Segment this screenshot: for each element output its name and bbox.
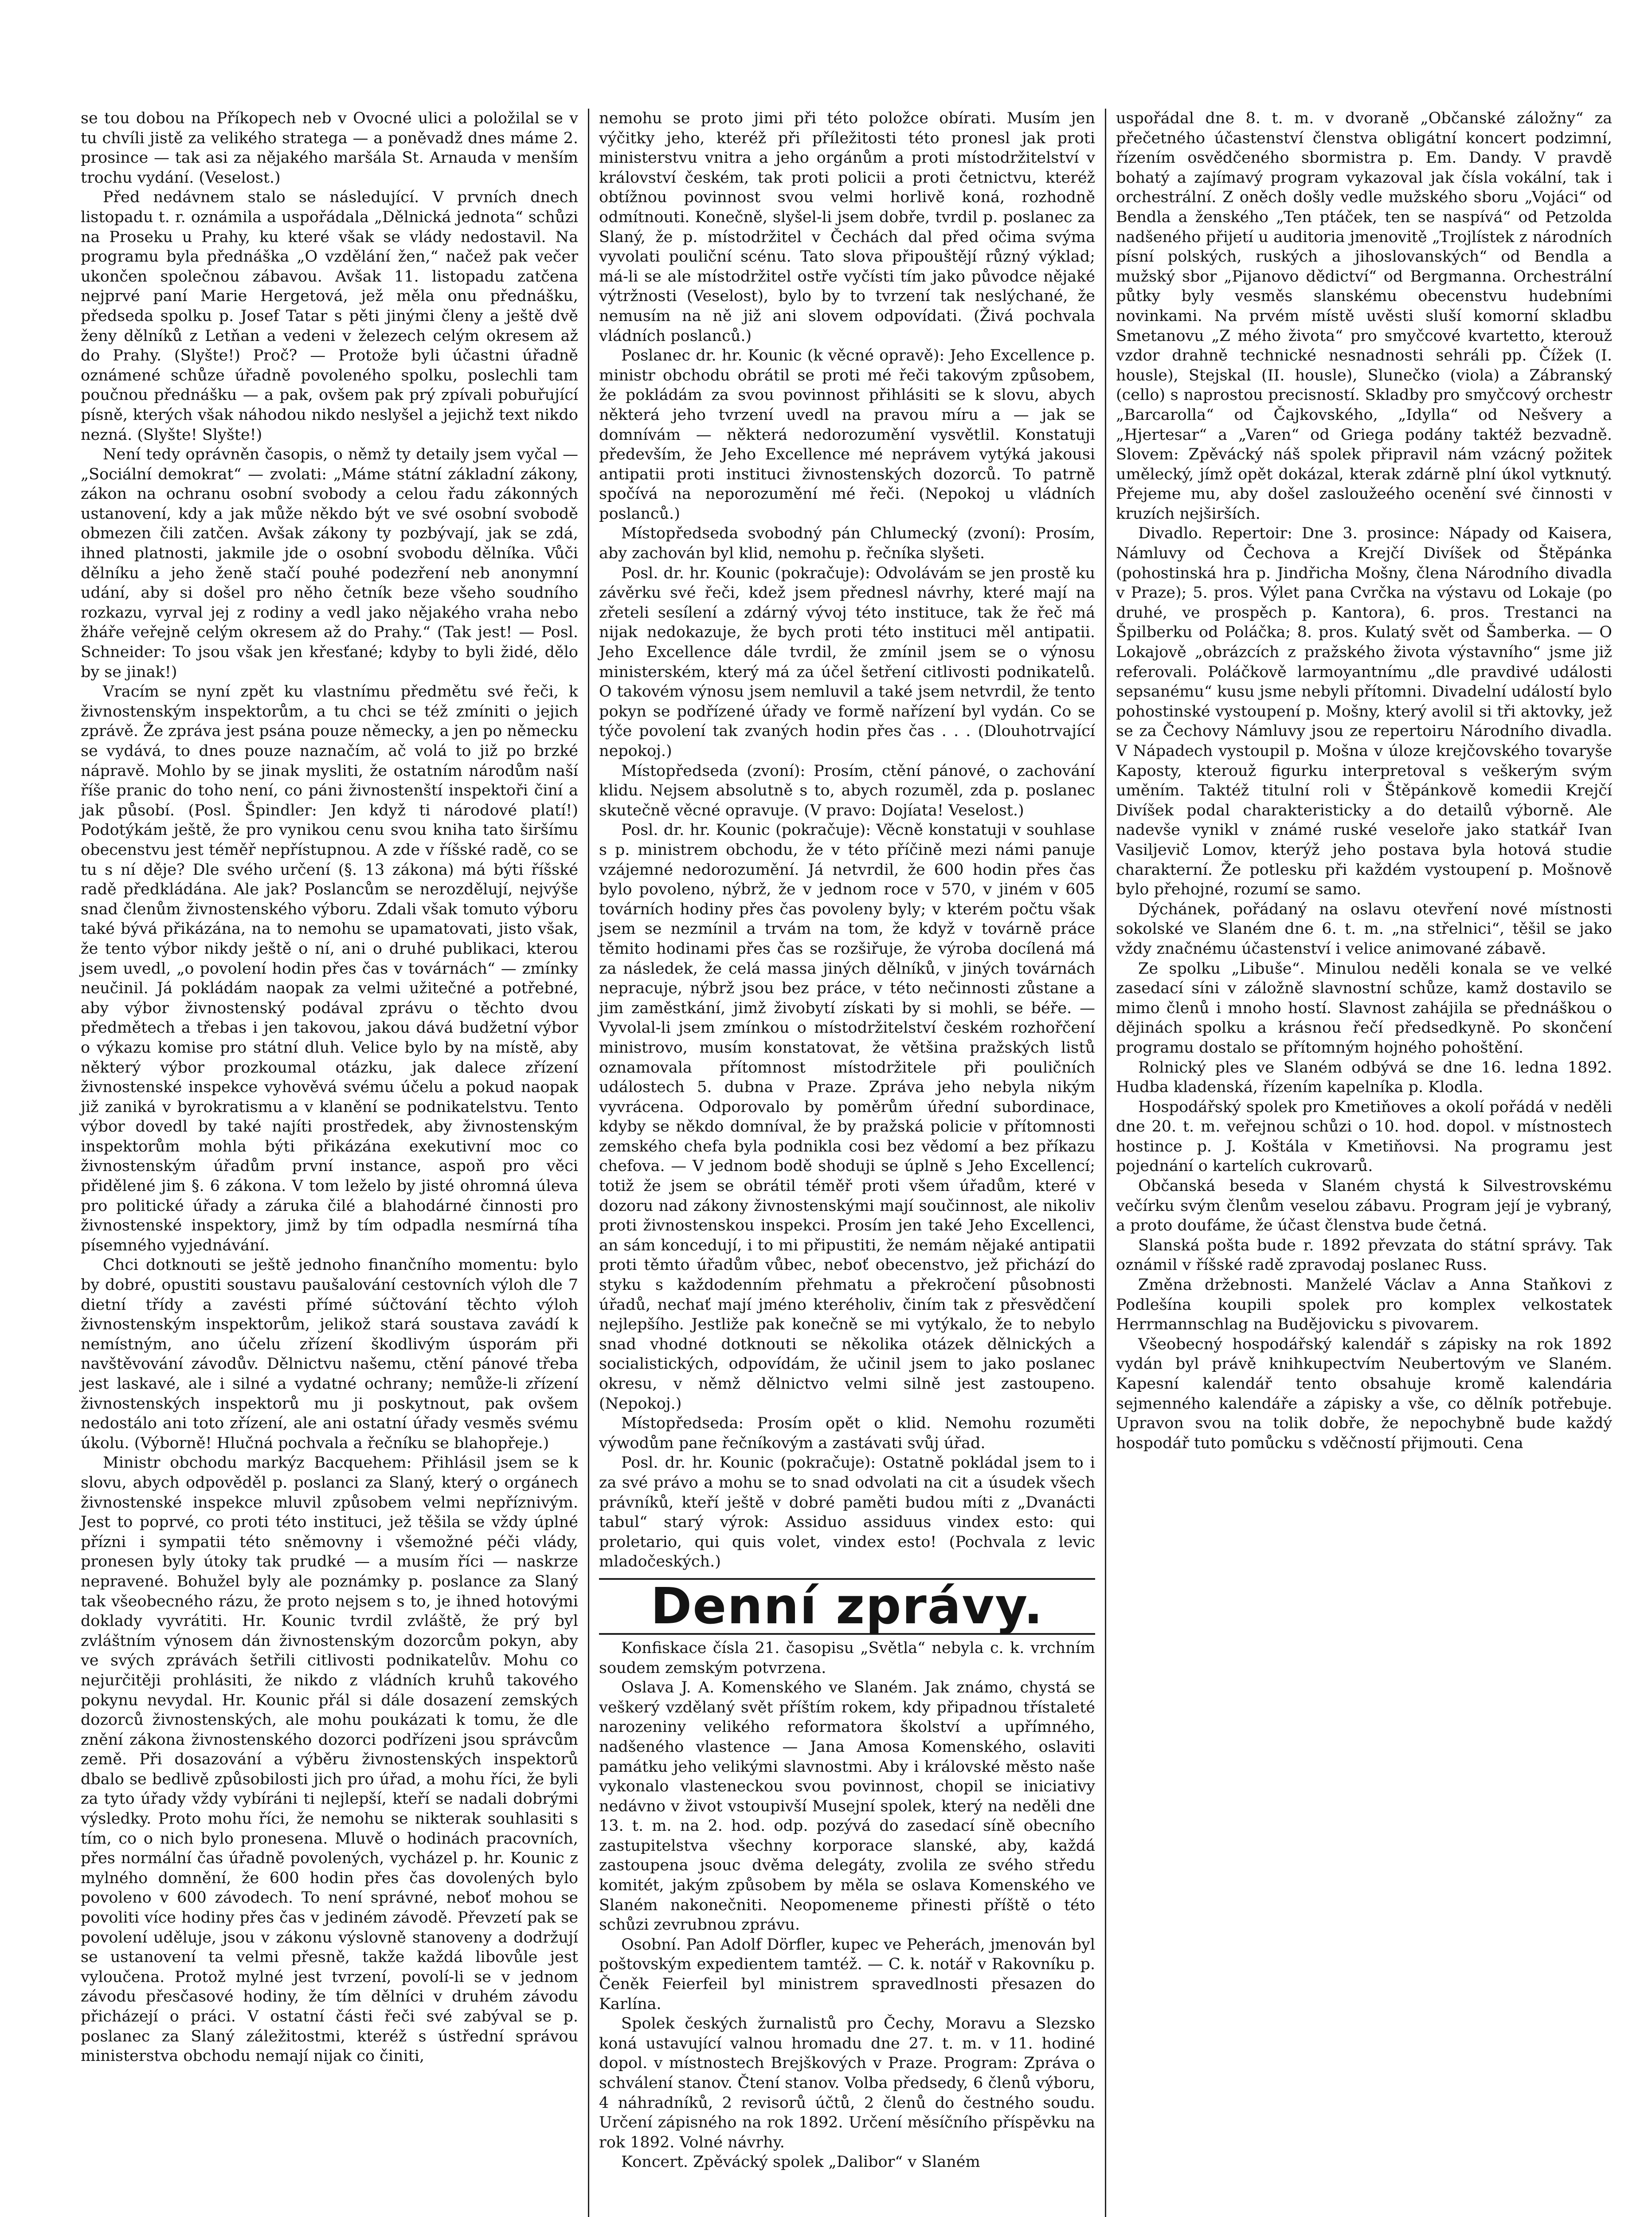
paragraph: Ministr obchodu markýz Bacquehem: Přihlásil jsem se k slovu, abych odpověděl p. poslanci za Slaný, který o orgánech živnostenské inspekce mluvil způsobem velmi nepříznivým. Jest to poprvé, co proti této instituci, jež těšila se vždy úplné přízni i sympatii této sněmovny i všemožné péči vlády, pronesen byly útoky tak prudké — a musím říci — naskrze nepravené. Bohužel byly ale poznámky p. poslance za Slaný tak všeobecného rázu, že proto nejsem s to, je ihned hotovými doklady vyvrátiti. Hr. Kounic tvrdil zvláště, že prý byl zvláštním výnosem dán živnostenským dozorcům pokyn, aby ve svých zprávách šetřili citlivosti podnikatelův. Mohu co nejurčitěji prohlásiti, že nikdo z vládních kruhů takového pokynu nevydal. Hr. Kounic přál si dále dosazení zemských dozorců živnostenských, ale mohu poukázati k tomu, že dle znění zákona živnostenského dozorci podřízeni jsou správcům země. Při dosazování a výběru živnostenských inspektorů dbalo se bedlivě způsobilosti jich pro úřad, a mohu říci, že byli za tyto úřady vždy vybíráni ti nejlepší, kteří se nadali dobrými výsledky. Proto mohu říci, že nemohu se nikterak souhlasiti s tím, co o nich bylo pronesena. Mluvě o hodinách pracovních, přes normální čas úřadně povolených, vycházel p. hr. Kounic z mylného domnění, že 600 hodin přes čas dovolených bylo povoleno v 600 závodech. To není správné, neboť mohou se povoliti více hodiny přes čas v jediném závodě. Převzetí pak se povolení uděluje, jsou v zákonu výslovně stanoveny a dodržují se ustanovení ta velmi přesně, takže každá libovůle jest vyloučena. Protož mylné jest tvrzení, povolí-li se v jednom závodu přesčasové hodiny, že tím dělníci v druhém závodu přicházejí o práci. V ostatní části řeči své zabýval se p. poslanec za Slaný záležitostmi, kteréž s ústřední správou ministerstva obchodu nemají nijak co činiti, (81, 1454, 578, 2065)
column-3 (1105, 109, 1622, 2217)
section-news-body (599, 1638, 1095, 2172)
column-2 (588, 109, 1105, 2217)
column-1 (71, 109, 588, 2217)
column-2-body (599, 109, 1095, 1572)
paragraph: Konfiskace čísla 21. časopisu „Světla“ nebyla c. k. vrchním soudem zemským potvrzena. (599, 1639, 1095, 1677)
paragraph: Vracím se nyní zpět ku vlastnímu předmětu své řeči, k živnostenským inspektorům, a tu chci se též zmíniti o jejich zprávě. Že zpráva jest psána pouze německy, a jen po německu se vydává, to dnes pouze naznačím, ač volá to již po brzké nápravě. Mohlo by se jinak mysliti, že ostatním národům naší říše pranic do toho není, co páni živnostenští inspektoři činí a jak působí. (Posl. Špindler: Jen když ti národové platí!) Podotýkám ještě, že pro vynikou cenu svou kniha tato širšímu obecenstvu jest téměř nepřístupnou. A zde v říšské radě, co se tu s ní děje? Dle svého určení (§. 13 zákona) má býti říšské radě předkládána. Ale jak? Poslancům se nerozdělují, nejvýše snad členům živnostenského výboru. Zdali však tomuto výboru také bývá přikázána, na to nemohu se upamatovati, jisto však, že tento výbor nikdy ještě o ní, ani o druhé publikaci, kterou jsem uvedl, „o povolení hodin přes čas v továrnách“ — zmínky neučinil. Já pokládám naopak za velmi užitečné a potřebné, aby výbor živnostenský podával zprávu o těchto dvou předmětech a třebas i jen takovou, jakou dává budžetní výbor o výkazu komise pro státní dluh. Velice bylo by na místě, aby některý výbor prozkoumal otázku, jak dalece zřízení živnostenské inspekce vyhověvá svému účelu a pokud naopak již zaniká v byrokratismu a v klanění se podnikatelstvu. Tento výbor dovedl by také najíti prostředek, aby živnostenským inspektorům mohla býti přikázána exekutivní moc co živnostenským úřadům první instance, aspoň pro věci přidělené jim §. 6 zákona. V tom leželo by jisté ohromná úleva pro politické úřady a záruka čilé a blahodárné činnosti pro živnostenské inspektory, jimž by tím odpadla nesmírná tíha písemného vyjednávání. (81, 683, 578, 1254)
paragraph: se tou dobou na Příkopech neb v Ovocné ulici a položilal se v tu chvíli jistě za velikého stratega — a poněvadž dnes máme 2. prosince — tak asi za nějakého maršála St. Arnauda v menším trochu vydání. (Veselost.) (81, 110, 578, 187)
paragraph: Osobní. Pan Adolf Dörfler, kupec ve Peherách, jmenován byl poštovským expedientem tamtéž. — C. k. notář v Rakovníku p. Čeněk Feierfeil byl ministrem spravedlnosti přesazen do Karlína. (599, 1935, 1095, 2013)
paragraph: Koncert. Zpěvácký spolek „Dalibor“ v Slaném (621, 2153, 980, 2171)
paragraph: Slanská pošta bude r. 1892 převzata do státní správy. Tak oznámil v říšské radě zpravodaj poslanec Russ. (1116, 1236, 1612, 1274)
paragraph: Občanská beseda v Slaném chystá k Silvestrovskému večírku svým členům veselou zábavu. Program její je vybraný, a proto doufáme, že účast členstva bude četná. (1116, 1177, 1612, 1235)
paragraph: Místopředseda svobodný pán Chlumecký (zvoní): Prosím, aby zachován byl klid, nemohu p. řečníka slyšeti. (599, 525, 1095, 563)
paragraph: uspořádal dne 8. t. m. v dvoraně „Občanské záložny“ za přečetného účastenství členstva obligátní koncert podzimní, řízením osvědčeného sbormistra p. Em. Dandy. V pravdě bohatý a zajímavý program vykazoval jak čísla vokální, tak i orchestrální. Z oněch došly vedle mužského sboru „Vojáci“ od Bendla a ženského „Ten ptáček, ten se naspívá“ od Petzolda nadšeného přijetí u auditoria jmenovitě „Trojlístek z národních písní polských, ruských a jihoslovanských“ od Bendla a mužský sbor „Pijanovo dědictví“ od Bergmanna. Orchestrální půtky byly vesměs slanskému obecenstvu hudebními novinkami. Na prvém místě uvěsti sluší komorní skladbu Smetanovu „Z mého života“ pro smyčcové kvartetto, kterouž vzdor drahně technické nesnadnosti sehráli pp. Čížek (I. housle), Stejskal (II. housle), Slunečko (viola) a Zábranský (cello) s naprostou precisností. Skladby pro smyčcový orchestr „Barcarolla“ od Čajkovského, „Idylla“ od Nešvery a „Hjertesar“ a „Varen“ od Griega podány taktéž bezvadně. Slovem: Zpěvácký náš spolek připravil nám vzácný požitek umělecký, jímž opět dokázal, kterak zdárně plní úkol vytknutý. Přejeme mu, aby došel zasloužeého ocenění své činnosti v kruzích nejširších. (1116, 110, 1612, 523)
paragraph: Změna držebnosti. Manželé Václav a Anna Staňkovi z Podlešína koupili spolek pro komplex velkostatek Herrmannschlag na Budějovicku s pivovarem. (1116, 1276, 1612, 1334)
paragraph: nemohu se proto jimi při této položce obírati. Musím jen výčitky jeho, kteréž při příležitosti této pronesl jak proti ministerstvu vnitra a jeho orgánům a proti místodržitelství v království českém, tak proti policii a proti četnictvu, kteréž obtížnou povinnost svou velmi horlivě koná, rozhodně odmítnouti. Konečně, slyšel-li jsem dobře, tvrdil p. poslanec za Slaný, že p. místodržitel v Čechách dal před očima svýma vyvolati pouliční scénu. Tato slova připouštějí různý výklad; má-li se ale místodržitel ostře vyčísti tím jako původce nějaké výtržnosti (Veselost), bylo by to tvrzení tak neslýchané, že nemusím na ně již ani slovem odpovídati. (Živá pochvala vládních poslanců.) (599, 110, 1095, 345)
paragraph: Posl. dr. hr. Kounic (pokračuje): Věcně konstatuji v souhlase s p. ministrem obchodu, že v této příčině mezi námi panuje vzájemné nedorozumění. Já netvrdil, že 600 hodin přes čas bylo povoleno, nýbrž, že v jednom roce v 570, v jiném v 605 továrních hodiny přes čas povoleny byly; v kterém počtu však jsem se nezmínil a trvám na tom, že když v továrně práce těmito hodinami přes čas se rozšiřuje, že výroba docílená má za následek, že celá massa jiných dělníků, v jiných továrnách nepracuje, nýbrž jsou bez práce, v této nečinnosti zůstane a jim zaměstkání, jimž živobytí získati by si mohli, se béře. — Vyvolal-li jsem zmínkou o místodržitelství českém rozhořčení ministrovo, musím konstatovat, že většina pražských listů oznamovala přítomnost místodržitele při pouličních událostech 5. dubna v Praze. Zpráva jeho nebyla nikým vyvrácena. Odporovalo by poměrům úřední subordinace, kdyby se někdo domníval, že by pražská policie v přítomnosti zemského chefa byla podnikla cosi bez vědomí a bez příkazu chefova. — V jednom bodě shoduji se úplně s Jeho Excellencí; totiž že jsem se obrátil téměř proti všem úřadům, které v dozoru nad zákony živnostenskými mají součinnost, ale nikoliv proti živnostenskou inspekci. Prosím jen také Jeho Excellenci, an sám koncedují, i to mi připustiti, že nemám nějaké antipatii proti těmto úřadům vůbec, neboť obecenstvo, jež přichází do styku s každodenním přehmatu a překročení působnosti úřadů, nechať mají jméno kteréholiv, činím tak z přesvědčení nejlepšího. Jestliže pak konečně se mi vytýkalo, že to nebylo snad vhodné dotknouti se několika otázek dělnických a socialistických, odpovídám, že učinil jsem to jako poslanec okresu, v němž dělnictvo velmi silně jest zastoupeno. (Nepokoj.) (599, 821, 1095, 1413)
paragraph: Oslava J. A. Komenského ve Slaném. Jak známo, chystá se veškerý vzdělaný svět příštím rokem, kdy připadnou třístaleté narozeniny velikého reformatora školství a upřímného, nadšeného vlastence — Jana Amosa Komenského, oslaviti památku jeho velikými slavnostmi. Aby i královské město naše vykonalo vlasteneckou svou povinnost, chopil se iniciativy nedávno v život vstoupivší Musejní spolek, který na neděli dne 13. t. m. na 2. hod. odp. pozývá do zasedací síně obecního zastupitelstva všechny korporace slanské, aby, každá zastoupena jsouc dvěma delegáty, zvolila ze svého středu komitét, jakým způsobem by měla se oslava Komenského ve Slaném nakonečniti. Neopomeneme přinesti příště o této schůzi zevrubnou zprávu. (599, 1679, 1095, 1934)
paragraph: Ze spolku „Libuše“. Minulou neděli konala se ve velké zasedací síni v záložně slavnostní schůze, kamž dostavilo se mimo členů i mnoho hostí. Slavnost zahájila se přednáškou o dějinách spolku a krásnou řečí předsedkyně. Po skončení programu dostalo se přítomným hojného pohoštění. (1116, 960, 1612, 1057)
paragraph: Rolnický ples ve Slaném odbývá se dne 16. ledna 1892. Hudba kladenská, řízením kapelníka p. Klodla. (1116, 1058, 1612, 1097)
column-layout (71, 109, 1625, 2217)
paragraph: Místopředseda (zvoní): Prosím, ctění pánové, o zachování klidu. Nejsem absolutně s to, abych rozuměl, zda p. poslanec skutečně věcné opravuje. (V pravo: Dojíata! Veselost.) (599, 762, 1095, 819)
paragraph: Není tedy oprávněn časopis, o němž ty detaily jsem vyčal — „Sociální demokrat“ — zvolati: „Máme státní základní zákony, zákon na ochranu osobní svobody a celou řadu zákonných ustanovení, kdy a jak může někdo být ve své osobní svobodě obmezen čili zatčen. Avšak zákony ty pozbývají, jak se zdá, ihned platnosti, jakmile jde o osobní svobodu dělníka. Vůči dělníku a jeho ženě stačí pouhé podezření neb anonymní udání, aby si došel pro něho četník beze všeho soudního rozkazu, vyrval jej z rodiny a vedl jako nějakého vraha nebo žháře veřejně celým okresem až do Prahy.“ (Tak jest! — Posl. Schneider: To jsou však jen křesťané; kdyby to byli židé, dělo by se jinak!) (81, 446, 578, 681)
section-masthead: Denní zprávy. (599, 1578, 1095, 1635)
paragraph: Poslanec dr. hr. Kounic (k věcné opravě): Jeho Excellence p. ministr obchodu obrátil se proti mé řeči takovým způsobem, že pokládám za svou povinnost přihlásiti se k slovu, abych některá jeho tvrzení uvedl na pravou míru a — jak se domnívám — některá nedorozumění vysvětlil. Konstatuji především, že Jeho Excellence mé neprávem vytýká jakousi antipatii proti instituci živnostenských dozorců. To patrně spočívá na neporozumění mé řeči. (Nepokoj u vládních poslanců.) (599, 347, 1095, 523)
paragraph: Všeobecný hospodářský kalendář s zápisky na rok 1892 vydán byl právě knihkupectvím Neubertovým ve Slaném. Kapesní kalendář tento obsahuje kromě kalendária sejmenného kalendáře a zápisky a vše, co dělník potřebuje. Upravon svou na tolik dobře, že nepochybně bude každý hospodář tuto pomůcku s vděčností přijmouti. Cena (1116, 1335, 1612, 1452)
paragraph: Hospodářský spolek pro Kmetiňoves a okolí pořádá v neděli dne 20. t. m. veřejnou schůzi o 10. hod. dopol. v místnostech hostince p. J. Koštála v Kmetiňovsi. Na programu jest pojednání o kartelích cukrovarů. (1116, 1098, 1612, 1175)
paragraph: Chci dotknouti se ještě jednoho finančního momentu: bylo by dobré, opustiti soustavu paušalování cestovních výloh dle 7 dietní třídy a zavésti přímé súčtování těchto výloh živnostenským inspektorům, jelikož stará soustava zavádí k nemístným, ano účelu zřízení škodlivým úsporám při navštěvování závodův. Dělnictvu našemu, ctění pánové třeba jest laskavé, ale i silné a vydatné ochrany; nemůže-li zřízení živnostenských inspektorů mu ji poskytnout, pak ovšem nedostálo ani toto zřízení, ale ani ostatní úřady vesměs svému úkolu. (Výborně! Hlučná pochvala a řečníku se blahopřeje.) (81, 1256, 578, 1452)
paragraph: Místopředseda: Prosím opět o klid. Nemohu rozuměti výwodům pane řečníkovým a zastávati svůj úřad. (599, 1414, 1095, 1452)
paragraph: Posl. dr. hr. Kounic (pokračuje): Ostatně pokládal jsem to i za své právo a mohu se to snad odvolati na cit a úsudek všech právníků, kteří ještě v dobré paměti budou míti z „Dvanácti tabul“ starý výrok: Assiduo assiduus vindex esto: qui proletario, qui quis volet, vindex esto! (Pochvala z levic mladočeských.) (599, 1454, 1095, 1571)
paragraph: Dýchánek, pořádaný na oslavu otevření nové místnosti sokolské ve Slaném dne 6. t. m. „na střelnici“, těšil se jako vždy značnému účastenství i velice animované zábavě. (1116, 900, 1612, 958)
paragraph: Posl. dr. hr. Kounic (pokračuje): Odvolávám se jen prostě ku závěrku své řeči, kdež jsem přednesl návrhy, které mají na zřeteli sesílení a zdárný vývoj této instituce, tak že řeč má nijak nedokazuje, že bych proti této instituci měl antipatii. Jeho Excellence dále tvrdil, že zmínil jsem se o výnosu ministerském, který má za účel šetření citlivosti podnikatelů. O takovém výnosu jsem nemluvil a také jsem netvrdil, že tento pokyn se podřízené úřady ve formě nařízení byl vydán. Co se týče povolení tak zvaných hodin přes čas . . . (Dlouhotrvající nepokoj.) (599, 564, 1095, 760)
paragraph: Před nedávnem stalo se následující. V prvních dnech listopadu t. r. oznámila a uspořádala „Dělnická jednota“ schůzi na Proseku u Prahy, ku které však se vlády nedostavil. Na programu byla přednáška „O vzdělání žen,“ načež pak večer ukončen společnou zábavou. Avšak 11. listopadu zatčena nejprvé paní Marie Hergetová, jež měla onu přednášku, předseda spolku p. Josef Tatar s pěti jinými členy a ještě dvě ženy dělníků z Letňan a vedeni v železech celým okresem až do Prahy. (Slyšte!) Proč? — Protože byli účastni úřadně oznámené schůze úřadně povoleného spolku, poslechli tam poučnou přednášku — a pak, ovšem pak prý zpívali pobuřující písně, kterých však náhodou nikdo neslyšel a jejichž text nikdo nezná. (Slyšte! Slyšte!) (81, 188, 578, 444)
paragraph: Divadlo. Repertoir: Dne 3. prosince: Nápady od Kaisera, Námluvy od Čechova a Krejčí Divíšek od Štěpánka (pohostinská hra p. Jindřicha Mošny, člena Národního divadla v Praze); 5. pros. Výlet pana Cvrčka na výstavu od Lokaje (po druhé, ve prospěch p. Kantora), 6. pros. Trestanci na Špilberku od Poláčka; 8. pros. Kulatý svět od Šamberka. — O Lokajově „obrázcích z pražského života výstavního“ jsme již referovali. Poláčkově larmoyantnímu „dle pravdivé události sepsanému“ kusu jsme nebyli přítomni. Divadelní událostí bylo pohostinské vystoupení p. Mošny, který avolil si tři aktovky, jež se za Čechovy Námluvy jsou ze repertoiru Národního divadla. V Nápadech vystoupil p. Mošna v úloze krejčovského tovaryše Kaposty, kterouž figurku interpretoval s veškerým svým uměním. Taktéž titulní roli v Štěpánkově komedii Krejčí Divíšek podal charakteristicky a do detailů výborně. Ale nadevše vynikl v známé ruské veseloře jako statkář Ivan Vasiljevič Lomov, kterýž jeho postava byla hotová studie charakterní. Že potlesku při každém vystoupení p. Mošnově bylo přehojné, rozumí se samo. (1116, 525, 1612, 899)
paragraph: Spolek českých žurnalistů pro Čechy, Moravu a Slezsko koná ustavující valnou hromadu dne 27. t. m. v 11. hodiné dopol. v místnostech Brejškových v Praze. Program: Zpráva o schválení stanov. Čtení stanov. Volba předsedy, 6 členů výboru, 4 náhradníků, 2 revisorů účtů, 2 členů do čestného soudu. Určení zápisného na rok 1892. Určení měsíčního příspěvku na rok 1892. Volné návrhy. (599, 2015, 1095, 2151)
